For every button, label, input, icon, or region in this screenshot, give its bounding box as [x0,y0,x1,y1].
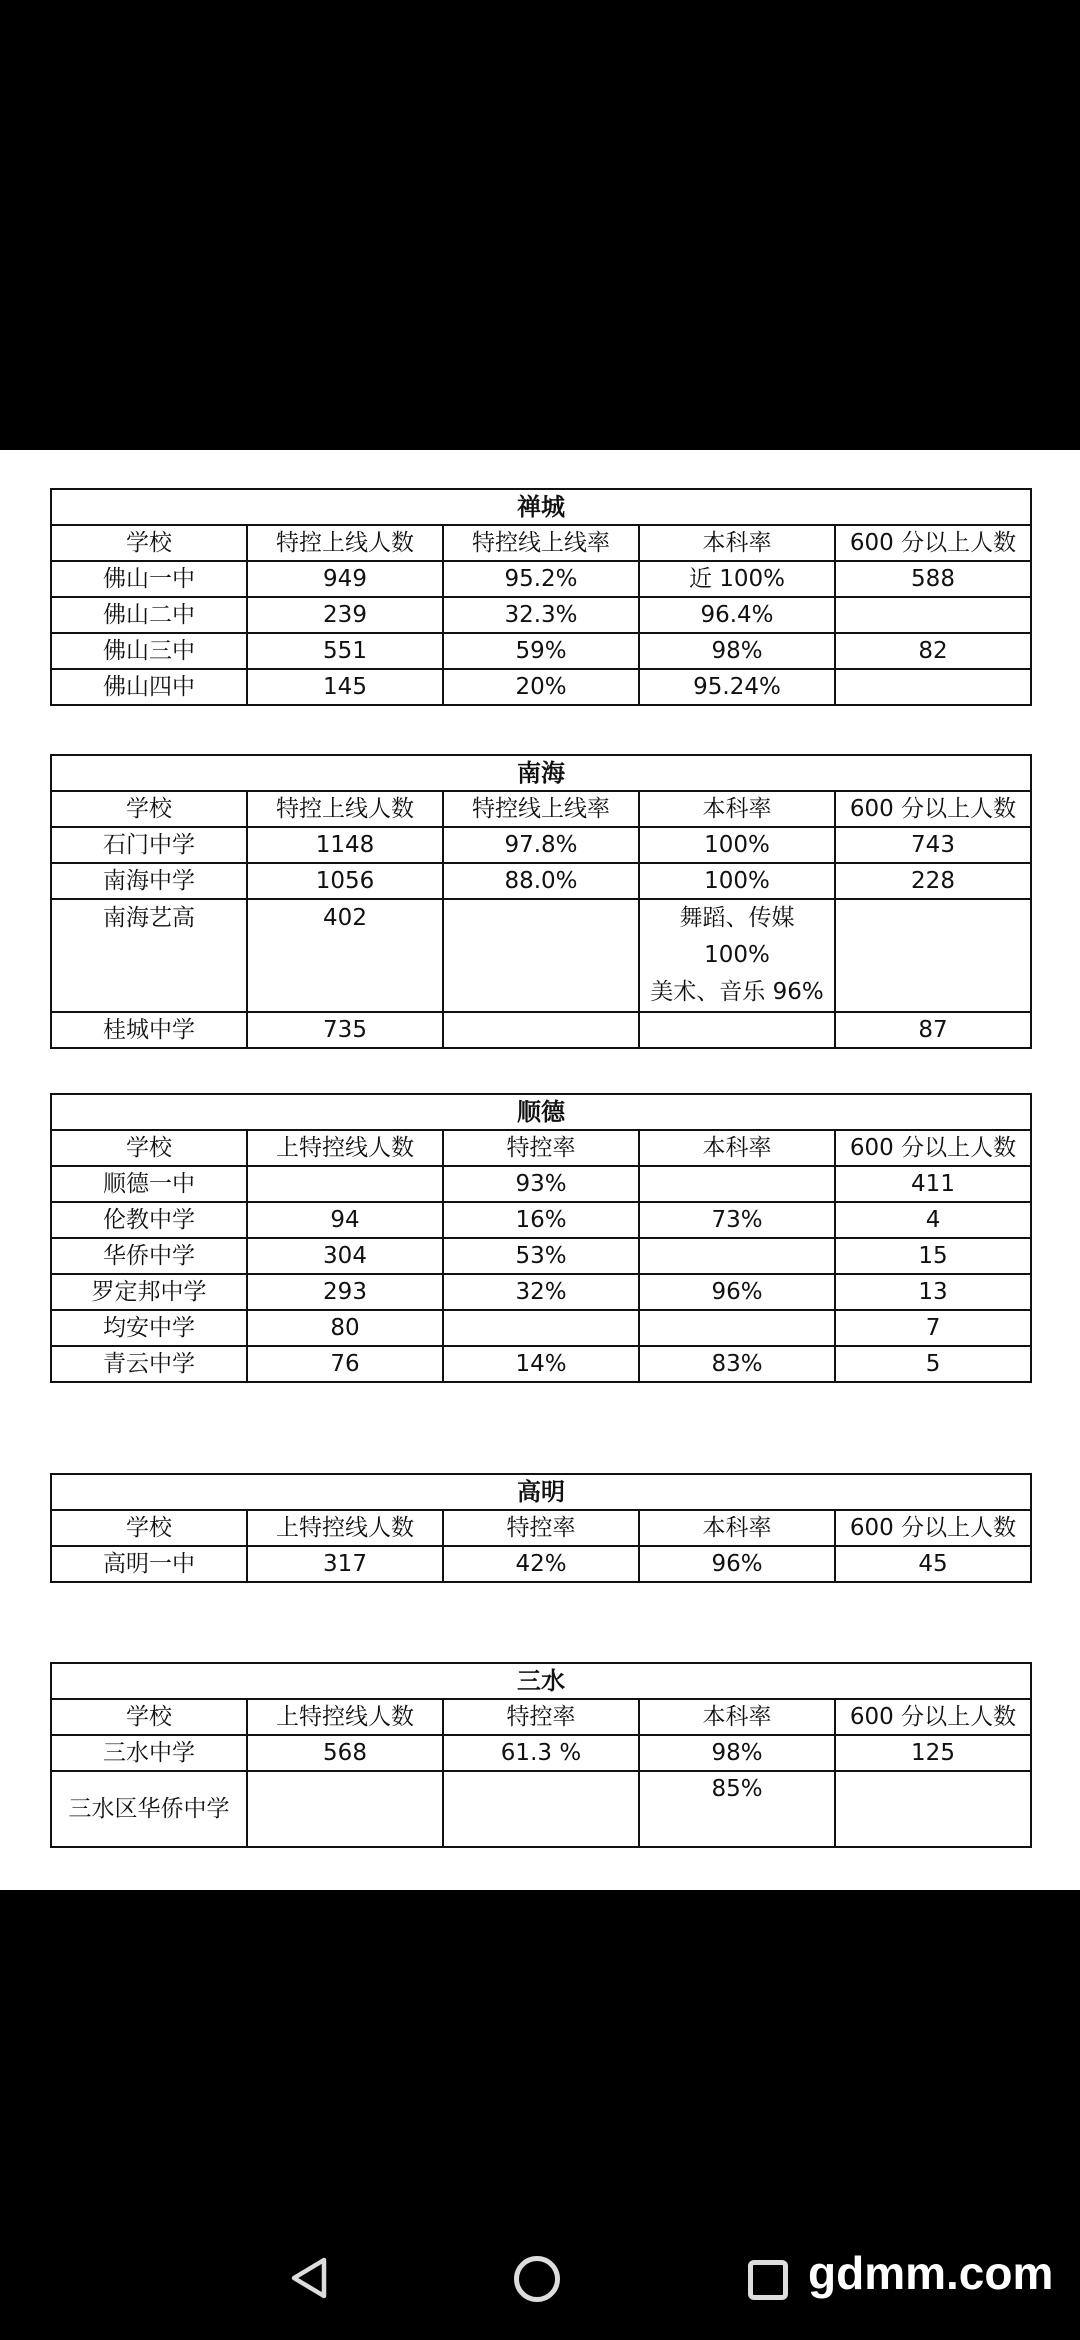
value-cell: 42% [443,1546,639,1582]
recent-apps-square-icon[interactable] [748,2260,788,2300]
value-cell: 93% [443,1166,639,1202]
value-cell: 95.24% [639,669,835,705]
value-cell: 近 100% [639,561,835,597]
value-cell: 16% [443,1202,639,1238]
table-row [51,827,1031,863]
value-cell [247,1771,443,1847]
value-cell [835,597,1031,633]
art-rate-line: 美术、音乐 96% [650,979,824,1005]
value-cell: 88.0% [443,863,639,899]
value-cell: 20% [443,669,639,705]
table-row [51,597,1031,633]
value-cell: 1056 [247,863,443,899]
value-cell: 96% [639,1546,835,1582]
value-cell: 411 [835,1166,1031,1202]
header-cell: 本科率 [639,1130,835,1166]
table-gaoming [50,1473,1032,1583]
value-cell: 32% [443,1274,639,1310]
section-title: 禅城 [51,489,1031,525]
section-title: 高明 [51,1474,1031,1510]
table-row [51,1735,1031,1771]
table-row [51,561,1031,597]
value-cell: 317 [247,1546,443,1582]
school-cell: 均安中学 [51,1310,247,1346]
header-cell: 学校 [51,1510,247,1546]
value-cell: 95.2% [443,561,639,597]
value-cell: 239 [247,597,443,633]
value-cell: 14% [443,1346,639,1382]
table-row [51,633,1031,669]
header-cell: 特控率 [443,1699,639,1735]
value-cell [443,1771,639,1847]
art-rate-line: 100% [704,942,770,968]
table-row [51,1166,1031,1202]
value-cell [835,899,1031,1012]
header-cell: 600 分以上人数 [835,1510,1031,1546]
header-cell: 600 分以上人数 [835,791,1031,827]
school-cell: 佛山三中 [51,633,247,669]
value-cell: 73% [639,1202,835,1238]
value-cell [835,669,1031,705]
header-cell: 特控率 [443,1130,639,1166]
table-row [51,1274,1031,1310]
table-header-row [51,1130,1031,1166]
value-cell: 13 [835,1274,1031,1310]
value-cell: 735 [247,1012,443,1048]
value-cell [443,1012,639,1048]
value-cell: 96% [639,1274,835,1310]
table-sanshui [50,1662,1032,1848]
value-cell [247,1166,443,1202]
value-cell: 85% [639,1771,835,1847]
value-cell: 293 [247,1274,443,1310]
value-cell: 59% [443,633,639,669]
school-cell: 罗定邦中学 [51,1274,247,1310]
header-cell: 特控上线人数 [247,791,443,827]
table-row [51,1238,1031,1274]
table-row [51,1546,1031,1582]
table-header-row [51,1510,1031,1546]
value-cell [835,1771,1031,1847]
value-cell: 145 [247,669,443,705]
value-cell: 304 [247,1238,443,1274]
value-cell: 100% [639,827,835,863]
header-cell: 本科率 [639,1510,835,1546]
value-cell [639,1310,835,1346]
table-row [51,1771,1031,1847]
header-cell: 上特控线人数 [247,1510,443,1546]
value-cell: 76 [247,1346,443,1382]
table-header-row [51,791,1031,827]
value-cell: 97.8% [443,827,639,863]
school-cell: 佛山四中 [51,669,247,705]
school-cell: 南海中学 [51,863,247,899]
header-cell: 600 分以上人数 [835,525,1031,561]
header-cell: 上特控线人数 [247,1130,443,1166]
value-cell: 96.4% [639,597,835,633]
header-cell: 特控率 [443,1510,639,1546]
value-cell: 125 [835,1735,1031,1771]
back-triangle-icon[interactable] [288,2256,332,2300]
table-chancheng [50,488,1032,706]
header-cell: 600 分以上人数 [835,1130,1031,1166]
table-row [51,863,1031,899]
value-cell [443,899,639,1012]
table-row [51,1346,1031,1382]
table-row [51,1202,1031,1238]
header-cell: 特控线上线率 [443,525,639,561]
art-rate-line: 舞蹈、传媒 [679,905,795,931]
value-cell: 551 [247,633,443,669]
school-cell: 伦教中学 [51,1202,247,1238]
table-row [51,1012,1031,1048]
school-cell: 石门中学 [51,827,247,863]
value-cell: 45 [835,1546,1031,1582]
value-cell: 100% [639,863,835,899]
header-cell: 特控线上线率 [443,791,639,827]
value-cell [639,1238,835,1274]
header-cell: 本科率 [639,791,835,827]
value-cell [639,1166,835,1202]
header-cell: 学校 [51,791,247,827]
value-cell: 32.3% [443,597,639,633]
table-row [51,899,1031,1012]
school-cell: 青云中学 [51,1346,247,1382]
value-cell: 83% [639,1346,835,1382]
header-cell: 本科率 [639,525,835,561]
school-cell: 华侨中学 [51,1238,247,1274]
header-cell: 上特控线人数 [247,1699,443,1735]
table-header-row [51,1699,1031,1735]
school-cell: 南海艺高 [51,899,247,1012]
school-cell: 顺德一中 [51,1166,247,1202]
value-cell: 53% [443,1238,639,1274]
value-cell: 588 [835,561,1031,597]
value-cell: 1148 [247,827,443,863]
value-cell: 949 [247,561,443,597]
value-cell [639,1012,835,1048]
table-nanhai [50,754,1032,1049]
school-cell: 三水区华侨中学 [51,1771,247,1847]
value-cell: 228 [835,863,1031,899]
section-title: 南海 [51,755,1031,791]
art-rate-cell [639,899,835,1012]
value-cell: 87 [835,1012,1031,1048]
value-cell: 98% [639,633,835,669]
school-cell: 佛山一中 [51,561,247,597]
table-header-row [51,525,1031,561]
value-cell: 80 [247,1310,443,1346]
table-row [51,669,1031,705]
school-cell: 桂城中学 [51,1012,247,1048]
value-cell: 743 [835,827,1031,863]
value-cell: 4 [835,1202,1031,1238]
value-cell: 98% [639,1735,835,1771]
value-cell: 94 [247,1202,443,1238]
value-cell: 82 [835,633,1031,669]
value-cell [443,1310,639,1346]
school-cell: 佛山二中 [51,597,247,633]
value-cell: 61.3 % [443,1735,639,1771]
value-cell: 568 [247,1735,443,1771]
header-cell: 特控上线人数 [247,525,443,561]
table-photo [0,450,1080,1890]
value-cell: 5 [835,1346,1031,1382]
school-cell: 高明一中 [51,1546,247,1582]
value-cell: 402 [247,899,443,1012]
value-cell: 7 [835,1310,1031,1346]
header-cell: 学校 [51,1130,247,1166]
value-cell: 15 [835,1238,1031,1274]
school-cell: 三水中学 [51,1735,247,1771]
home-circle-icon[interactable] [514,2256,560,2302]
header-cell: 本科率 [639,1699,835,1735]
table-shunde [50,1093,1032,1383]
watermark-text: gdmm.com [808,2247,1054,2299]
header-cell: 学校 [51,1699,247,1735]
android-nav-bar [0,2210,1080,2340]
header-cell: 学校 [51,525,247,561]
section-title: 顺德 [51,1094,1031,1130]
header-cell: 600 分以上人数 [835,1699,1031,1735]
section-title: 三水 [51,1663,1031,1699]
table-row [51,1310,1031,1346]
